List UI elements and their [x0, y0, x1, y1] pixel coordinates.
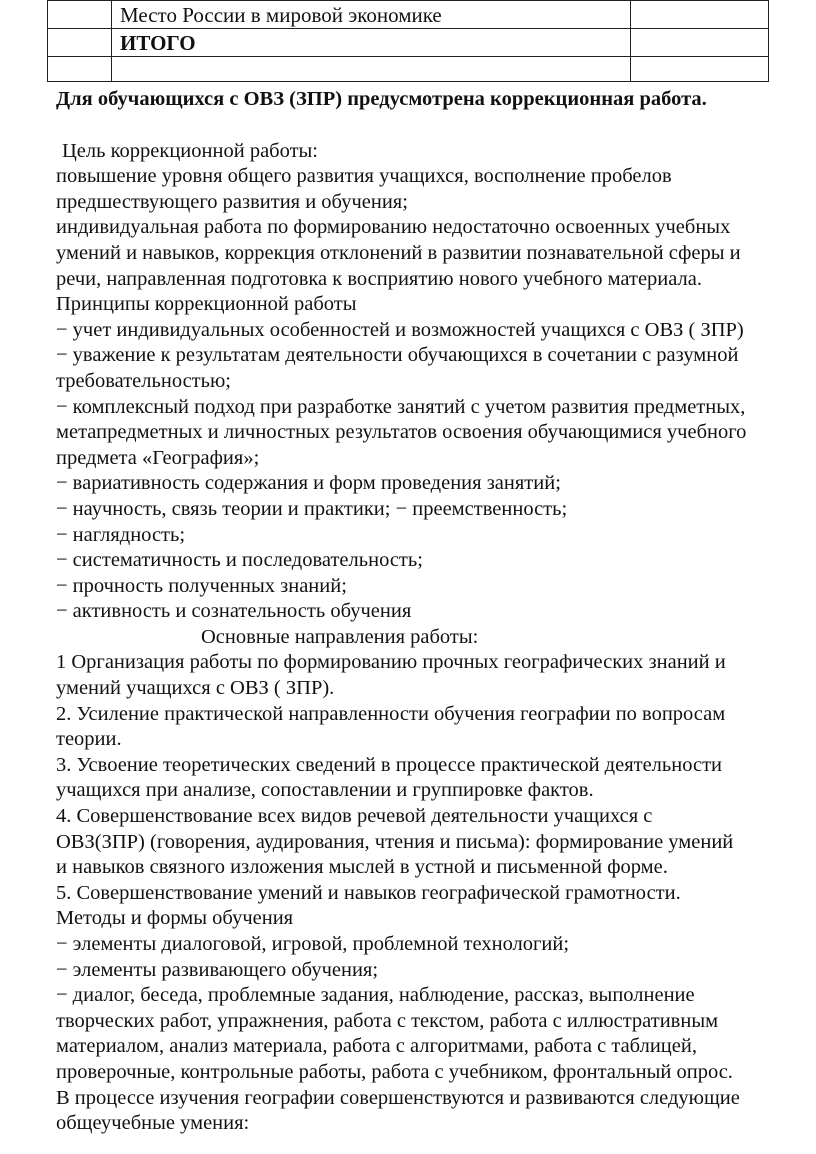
- text-line: − систематичность и последовательность;: [56, 549, 423, 572]
- text-line: общеучебные умения:: [56, 1112, 250, 1135]
- text-line: предшествующего развития и обучения;: [56, 190, 408, 213]
- text-line: − элементы диалоговой, игровой, проблемной технологий;: [56, 933, 570, 955]
- text-line: − прочность полученных знаний;: [56, 574, 347, 597]
- text-line: и навыков связного изложения мыслей в устной и письменной форме.: [56, 856, 668, 879]
- text-line: 2. Усиление практической направленности обучения географии по вопросам: [56, 702, 726, 725]
- text-line: ОВЗ(ЗПР) (говорения, аудирования, чтения и письма): формирование умений: [56, 830, 734, 853]
- text-line: требовательностью;: [56, 369, 232, 392]
- text-line: индивидуальная работа по формированию недостаточно освоенных учебных: [56, 216, 731, 239]
- text-line: учащихся при анализе, сопоставлении и группировке фактов.: [56, 779, 594, 802]
- text-line: творческих работ, упражнения, работа с текстом, работа с иллюстративным: [56, 1009, 719, 1032]
- table-row-total: [48, 29, 769, 57]
- text-line: − учет индивидуальных особенностей и возможностей учащихся с ОВЗ ( ЗПР): [56, 318, 744, 341]
- text-line: − научность, связь теории и практики; − преемственность;: [56, 497, 568, 520]
- table-cell-topic: [112, 57, 631, 82]
- document-body: [56, 87, 816, 1137]
- text-line: В процессе изучения географии совершенствуются и развиваются следующие: [56, 1086, 740, 1109]
- text-line: − активность и сознательность обучения: [56, 600, 412, 623]
- table-cell-topic: Место России в мировой экономике: [112, 1, 631, 29]
- table-cell-number: [48, 57, 112, 82]
- text-line: теории.: [56, 728, 122, 751]
- text-line: 1 Организация работы по формированию прочных географических знаний и: [56, 651, 726, 674]
- table-row: [48, 1, 769, 29]
- text-line: − элементы развивающего обучения;: [56, 958, 379, 981]
- text-line: − наглядность;: [56, 523, 186, 546]
- text-line: материалом, анализ материала, работа с алгоритмами, работа с таблицей,: [56, 1035, 697, 1058]
- text-line: предмета «География»;: [56, 446, 260, 469]
- text-line: 4. Совершенствование всех видов речевой деятельности учащихся с: [56, 805, 653, 828]
- text-line: 5. Совершенствование умений и навыков географической грамотности.: [56, 881, 681, 904]
- text-line: 3. Усвоение теоретических сведений в процессе практической деятельности: [56, 753, 723, 776]
- text-line: − вариативность содержания и форм проведения занятий;: [56, 472, 561, 495]
- curriculum-table: [47, 0, 769, 82]
- text-line: − уважение к результатам деятельности обучающихся в сочетании с разумной: [56, 344, 739, 367]
- text-line: Основные направления работы:: [201, 625, 479, 648]
- table-row-empty: [48, 57, 769, 82]
- text-line: речи, направленная подготовка к восприятию нового учебного материала.: [56, 267, 703, 290]
- document-lines: [56, 139, 816, 1137]
- table-cell-number: [48, 1, 112, 29]
- text-line: Методы и формы обучения: [56, 907, 294, 930]
- text-line: метапредметных и личностных результатов освоения обучающимися учебного: [56, 421, 747, 444]
- text-line: − диалог, беседа, проблемные задания, наблюдение, рассказ, выполнение: [56, 984, 695, 1007]
- table-cell-total-label: ИТОГО: [112, 29, 631, 57]
- text-line: проверочные, контрольные работы, работа с учебником, фронтальный опрос.: [56, 1060, 733, 1083]
- text-line: повышение уровня общего развития учащихся, восполнение пробелов: [56, 165, 672, 188]
- table-cell-hours: [631, 1, 769, 29]
- text-line: Цель коррекционной работы:: [62, 139, 318, 162]
- table-cell-hours: [631, 57, 769, 82]
- text-line: умений учащихся с ОВЗ ( ЗПР).: [56, 677, 335, 700]
- text-line: умений и навыков, коррекция отклонений в развитии познавательной сферы и: [56, 241, 741, 264]
- intro-heading: Для обучающихся с ОВЗ (ЗПР) предусмотрена коррекционная работа.: [56, 88, 707, 110]
- text-line: − комплексный подход при разработке занятий с учетом развития предметных,: [56, 395, 746, 418]
- table-cell-number: [48, 29, 112, 57]
- text-line: Принципы коррекционной работы: [56, 293, 357, 316]
- table-cell-hours: [631, 29, 769, 57]
